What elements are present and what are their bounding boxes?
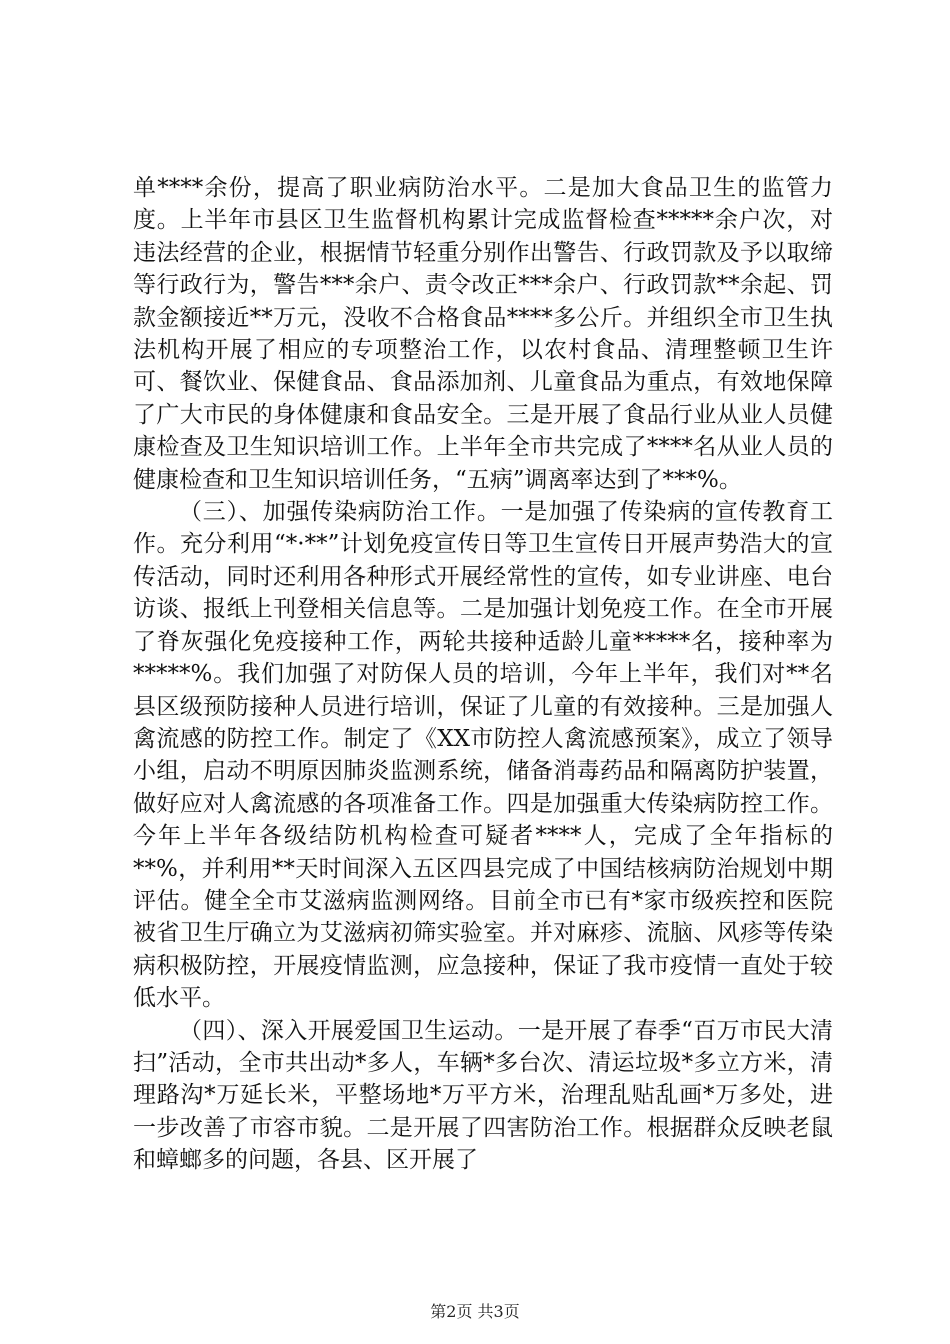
paragraph-patriotic-health: （四）、深入开展爱国卫生运动。一是开展了春季“百万市民大清扫”活动，全市共出动*多人，车辆*多台次、清运垃圾*多立方米，清理路沟*万延长米，平整场地*万平方米，治理乱贴乱画*万多处，进一步改善了市容市貌。二是开展了四害防治工作。根据群众反映老鼠和蟑螂多的问题，各县、区开展了: [133, 1017, 833, 1174]
page-number-footer: 第2页 共3页: [430, 1302, 520, 1321]
document-body: [133, 172, 833, 1177]
paragraph-infectious-disease: （三）、加强传染病防治工作。一是加强了传染病的宣传教育工作。充分利用“*·**”计划免疫宣传日等卫生宣传日开展声势浩大的宣传活动，同时还利用各种形式开展经常性的宣传，如专业讲座、电台访谈、报纸上刊登相关信息等。二是加强计划免疫工作。在全市开展了脊灰强化免疫接种工作，两轮共接种适龄儿童*****名，接种率为*****%。我们加强了对防保人员的培训，今年上半年，我们对**名县区级预防接种人员进行培训，保证了儿童的有效接种。三是加强人禽流感的防控工作。制定了《XX市防控人禽流感预案》，成立了领导小组，启动不明原因肺炎监测系统，储备消毒药品和隔离防护装置，做好应对人禽流感的各项准备工作。四是加强重大传染病防控工作。今年上半年各级结防机构检查可疑者****人，完成了全年指标的**%，并利用**天时间深入五区四县完成了中国结核病防治规划中期评估。健全全市艾滋病监测网络。目前全市已有*家市级疾控和医院被省卫生厅确立为艾滋病初筛实验室。并对麻疹、流脑、风疹等传染病积极防控，开展疫情监测，应急接种，保证了我市疫情一直处于较低水平。: [133, 499, 833, 1012]
paragraph-food-hygiene: 单****余份，提高了职业病防治水平。二是加大食品卫生的监管力度。上半年市县区卫生监督机构累计完成监督检查*****余户次，对违法经营的企业，根据情节轻重分别作出警告、行政罚款及予以取缔等行政行为，警告***余户、责令改正***余户、行政罚款**余起、罚款金额接近**万元，没收不合格食品****多公斤。并组织全市卫生执法机构开展了相应的专项整治工作，以农村食品、清理整顿卫生许可、餐饮业、保健食品、食品添加剂、儿童食品为重点，有效地保障了广大市民的身体健康和食品安全。三是开展了食品行业从业人员健康检查及卫生知识培训工作。上半年全市共完成了****名从业人员的健康检查和卫生知识培训任务，“五病”调离率达到了***%。: [133, 175, 833, 493]
